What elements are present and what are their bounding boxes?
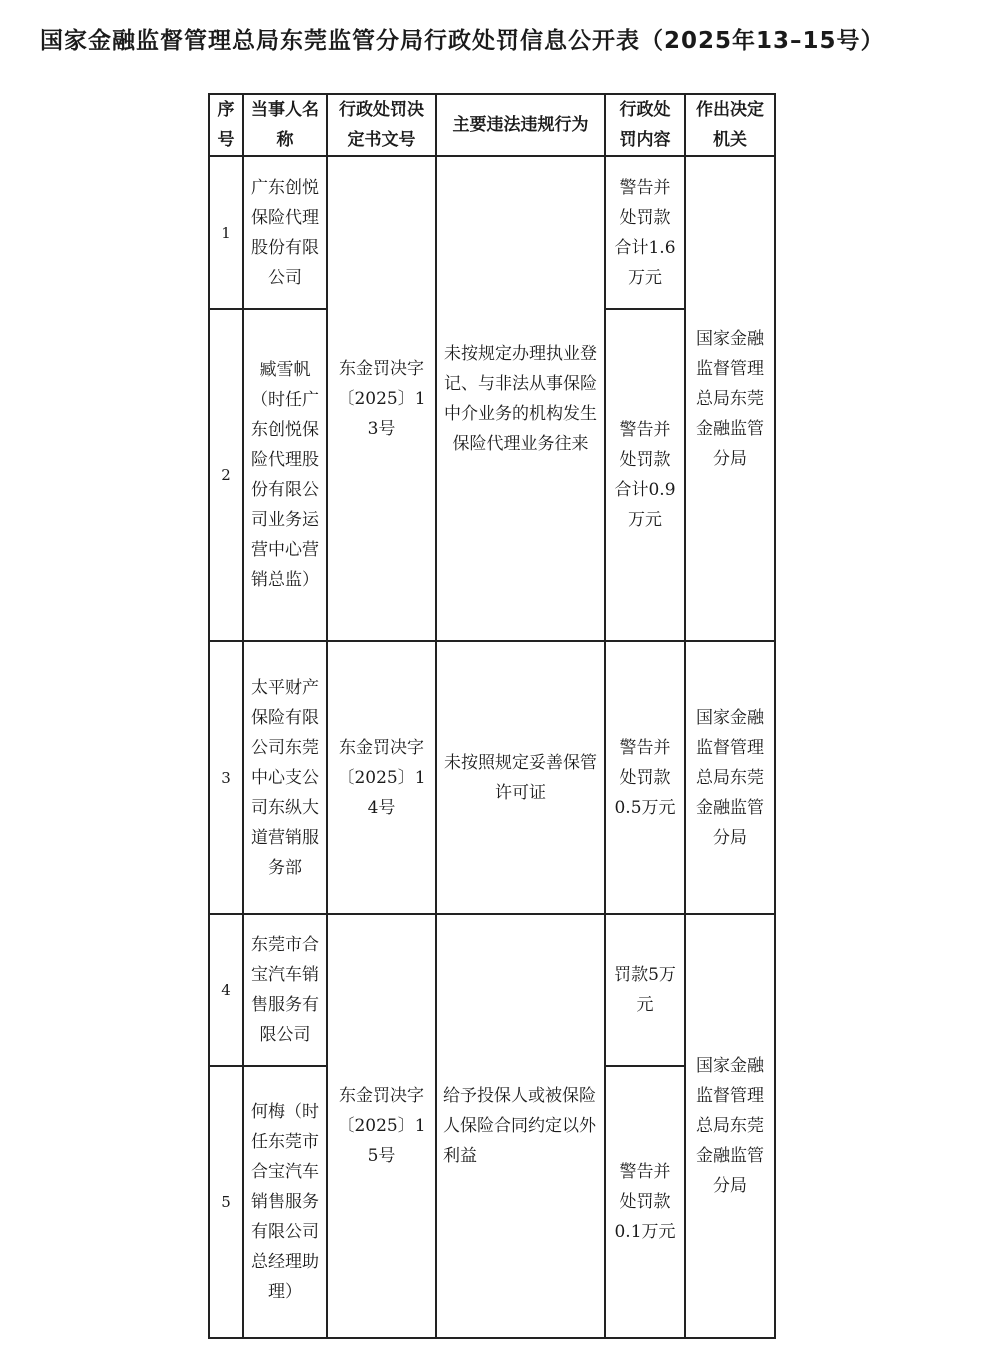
header-doc-number: 行政处罚决定书文号 [327,94,436,156]
party-name: 广东创悦保险代理股份有限公司 [243,156,327,309]
penalty-content: 警告并处罚款0.5万元 [605,641,685,914]
decision-doc-number: 东金罚决字〔2025〕15号 [327,914,436,1338]
decision-doc-number: 东金罚决字〔2025〕13号 [327,156,436,641]
penalty-content: 警告并处罚款0.1万元 [605,1066,685,1338]
table-row [209,156,775,309]
row-seq: 2 [209,309,243,641]
header-party: 当事人名称 [243,94,327,156]
row-seq: 3 [209,641,243,914]
row-seq: 4 [209,914,243,1066]
deciding-authority: 国家金融监督管理总局东莞金融监管分局 [685,156,775,641]
deciding-authority: 国家金融监督管理总局东莞金融监管分局 [685,914,775,1338]
table-row [209,914,775,1066]
row-seq: 5 [209,1066,243,1338]
party-name: 臧雪帆（时任广东创悦保险代理股份有限公司业务运营中心营销总监） [243,309,327,641]
penalty-content: 警告并处罚款合计0.9万元 [605,309,685,641]
row-seq: 1 [209,156,243,309]
header-authority: 作出决定机关 [685,94,775,156]
penalty-content: 罚款5万元 [605,914,685,1066]
header-violation: 主要违法违规行为 [436,94,605,156]
table-header-row [209,94,775,156]
table-row [209,641,775,914]
decision-doc-number: 东金罚决字〔2025〕14号 [327,641,436,914]
header-penalty: 行政处罚内容 [605,94,685,156]
party-name: 何梅（时任东莞市合宝汽车销售服务有限公司总经理助理） [243,1066,327,1338]
party-name: 东莞市合宝汽车销售服务有限公司 [243,914,327,1066]
page-title: 国家金融监督管理总局东莞监管分局行政处罚信息公开表（2025年13–15号） [40,28,885,54]
violation-description: 未按照规定妥善保管许可证 [436,641,605,914]
penalty-content: 警告并处罚款合计1.6万元 [605,156,685,309]
deciding-authority: 国家金融监督管理总局东莞金融监管分局 [685,641,775,914]
violation-description: 给予投保人或被保险人保险合同约定以外利益 [436,914,605,1338]
party-name: 太平财产保险有限公司东莞中心支公司东纵大道营销服务部 [243,641,327,914]
header-seq: 序号 [209,94,243,156]
violation-description: 未按规定办理执业登记、与非法从事保险中介业务的机构发生保险代理业务往来 [436,156,605,641]
penalty-table [208,93,776,1339]
